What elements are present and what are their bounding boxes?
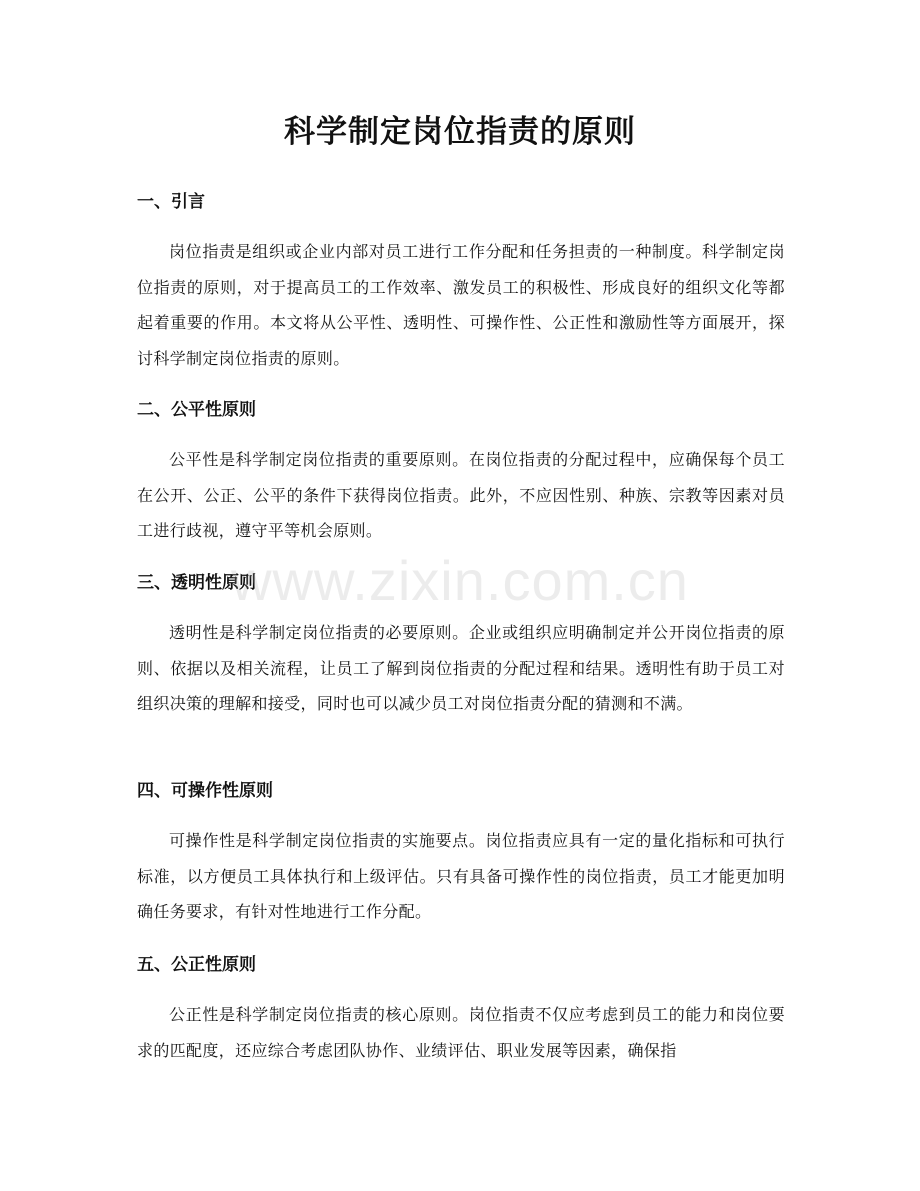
document-title: 科学制定岗位指责的原则: [284, 114, 636, 150]
section-body-operability: 可操作性是科学制定岗位指责的实施要点。岗位指责应具有一定的量化指标和可执行标准，以方便员工具体执行和上级评估。只有具备可操作性的岗位指责，员工才能更加明确任务要求，有针对性地进行工作分配。: [137, 831, 785, 921]
section-body-transparency: 透明性是科学制定岗位指责的必要原则。企业或组织应明确制定并公开岗位指责的原则、依据以及相关流程，让员工了解到岗位指责的分配过程和结果。透明性有助于员工对组织决策的理解和接受，同时也可以减少员工对岗位指责分配的猜测和不满。: [137, 623, 785, 713]
section-body-fairness: 公平性是科学制定岗位指责的重要原则。在岗位指责的分配过程中，应确保每个员工在公开、公正、公平的条件下获得岗位指责。此外，不应因性别、种族、宗教等因素对员工进行歧视，遵守平等机会原则。: [137, 450, 785, 540]
section-heading-transparency: 三、透明性原则: [137, 573, 256, 593]
section-body-introduction: 岗位指责是组织或企业内部对员工进行工作分配和任务担责的一种制度。科学制定岗位指责的原则，对于提高员工的工作效率、激发员工的积极性、形成良好的组织文化等都起着重要的作用。本文将从公平性、透明性、可操作性、公正性和激励性等方面展开，探讨科学制定岗位指责的原则。: [137, 242, 785, 368]
section-body-justice: 公正性是科学制定岗位指责的核心原则。岗位指责不仅应考虑到员工的能力和岗位要求的匹配度，还应综合考虑团队协作、业绩评估、职业发展等因素，确保指: [137, 1005, 785, 1060]
section-heading-justice: 五、公正性原则: [137, 955, 256, 975]
section-heading-introduction: 一、引言: [137, 192, 205, 212]
section-heading-fairness: 二、公平性原则: [137, 400, 256, 420]
watermark: www.zixin.com.cn: [231, 549, 689, 612]
section-heading-operability: 四、可操作性原则: [137, 781, 273, 801]
